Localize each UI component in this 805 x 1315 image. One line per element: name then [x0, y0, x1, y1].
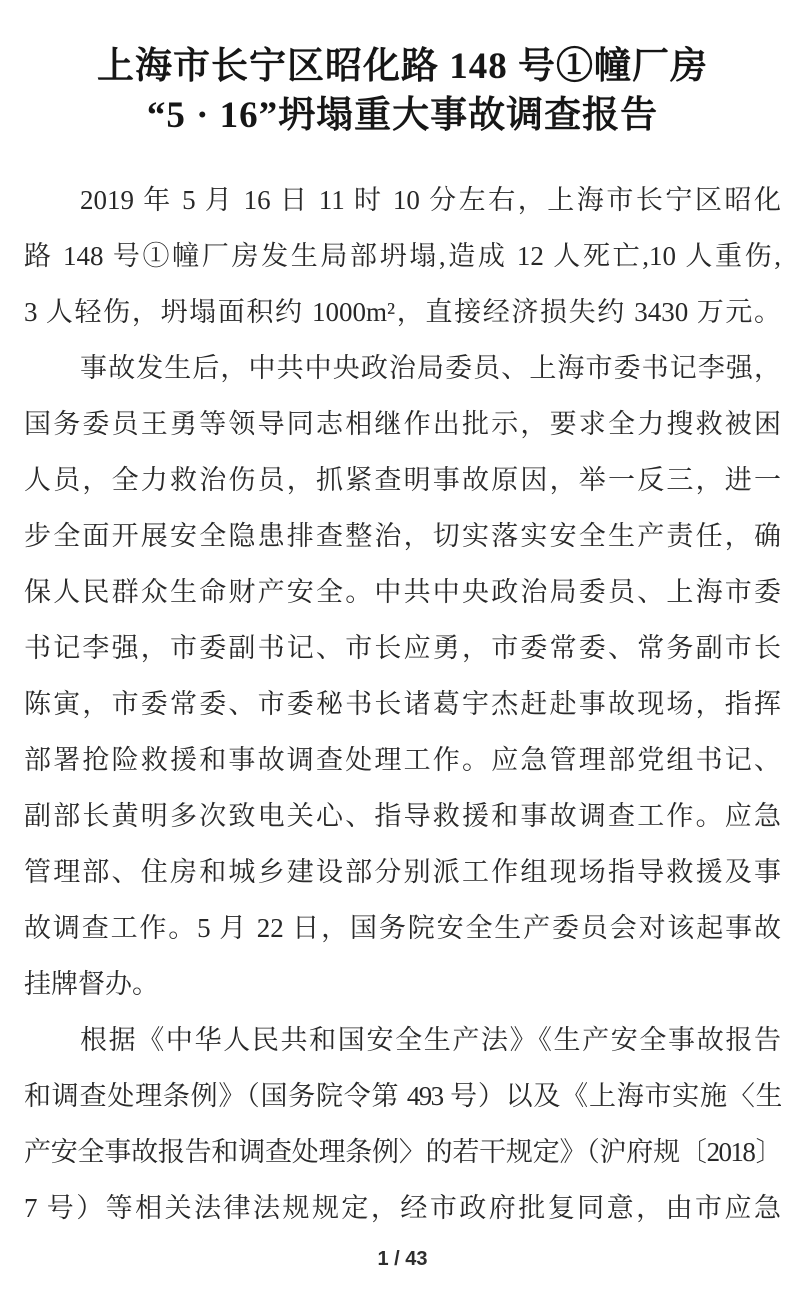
text-line: 故调查工作。5 月 22 日，国务院安全生产委员会对该起事故	[24, 913, 781, 943]
paragraph-2	[24, 340, 781, 1012]
text-line: 管理部、住房和城乡建设部分别派工作组现场指导救援及事	[24, 857, 781, 887]
text-line: 步全面开展安全隐患排查整治，切实落实安全生产责任，确	[24, 521, 781, 551]
page-indicator: 1 / 43	[377, 1248, 428, 1270]
text-line: 2019 年 5 月 16 日 11 时 10 分左右，上海市长宁区昭化	[80, 185, 781, 215]
title-line-1: 上海市长宁区昭化路 148 号①幢厂房	[97, 46, 708, 87]
paragraph-3	[24, 1012, 781, 1236]
text-line: 和调查处理条例》（国务院令第 493 号）以及《上海市实施〈生	[24, 1081, 781, 1111]
text-line: 7 号）等相关法律法规规定，经市政府批复同意，由市应急	[24, 1193, 781, 1223]
paragraph-1	[24, 172, 781, 340]
text-line: 根据《中华人民共和国安全生产法》《生产安全事故报告	[80, 1025, 781, 1055]
text-line: 产安全事故报告和调查处理条例〉的若干规定》（沪府规〔2018〕	[24, 1137, 781, 1167]
text-line: 3 人轻伤，坍塌面积约 1000m²，直接经济损失约 3430 万元。	[24, 297, 781, 327]
text-line: 书记李强，市委副书记、市长应勇，市委常委、常务副市长	[24, 633, 781, 663]
text-line: 陈寅，市委常委、市委秘书长诸葛宇杰赶赴事故现场，指挥	[24, 689, 781, 719]
text-line: 事故发生后，中共中央政治局委员、上海市委书记李强，	[80, 353, 781, 383]
text-line: 国务委员王勇等领导同志相继作出批示，要求全力搜救被困	[24, 409, 781, 439]
text-line: 保人民群众生命财产安全。中共中央政治局委员、上海市委	[24, 577, 781, 607]
document-body	[24, 172, 781, 1236]
text-line: 路 148 号①幢厂房发生局部坍塌,造成 12 人死亡,10 人重伤,	[24, 241, 781, 271]
text-line: 副部长黄明多次致电关心、指导救援和事故调查工作。应急	[24, 801, 781, 831]
title-line-2: “5 · 16”坍塌重大事故调查报告	[146, 95, 659, 136]
text-line: 部署抢险救援和事故调查处理工作。应急管理部党组书记、	[24, 745, 781, 775]
text-line: 人员，全力救治伤员，抓紧查明事故原因，举一反三，进一	[24, 465, 781, 495]
text-line: 挂牌督办。	[24, 969, 159, 999]
document-title	[0, 42, 805, 140]
